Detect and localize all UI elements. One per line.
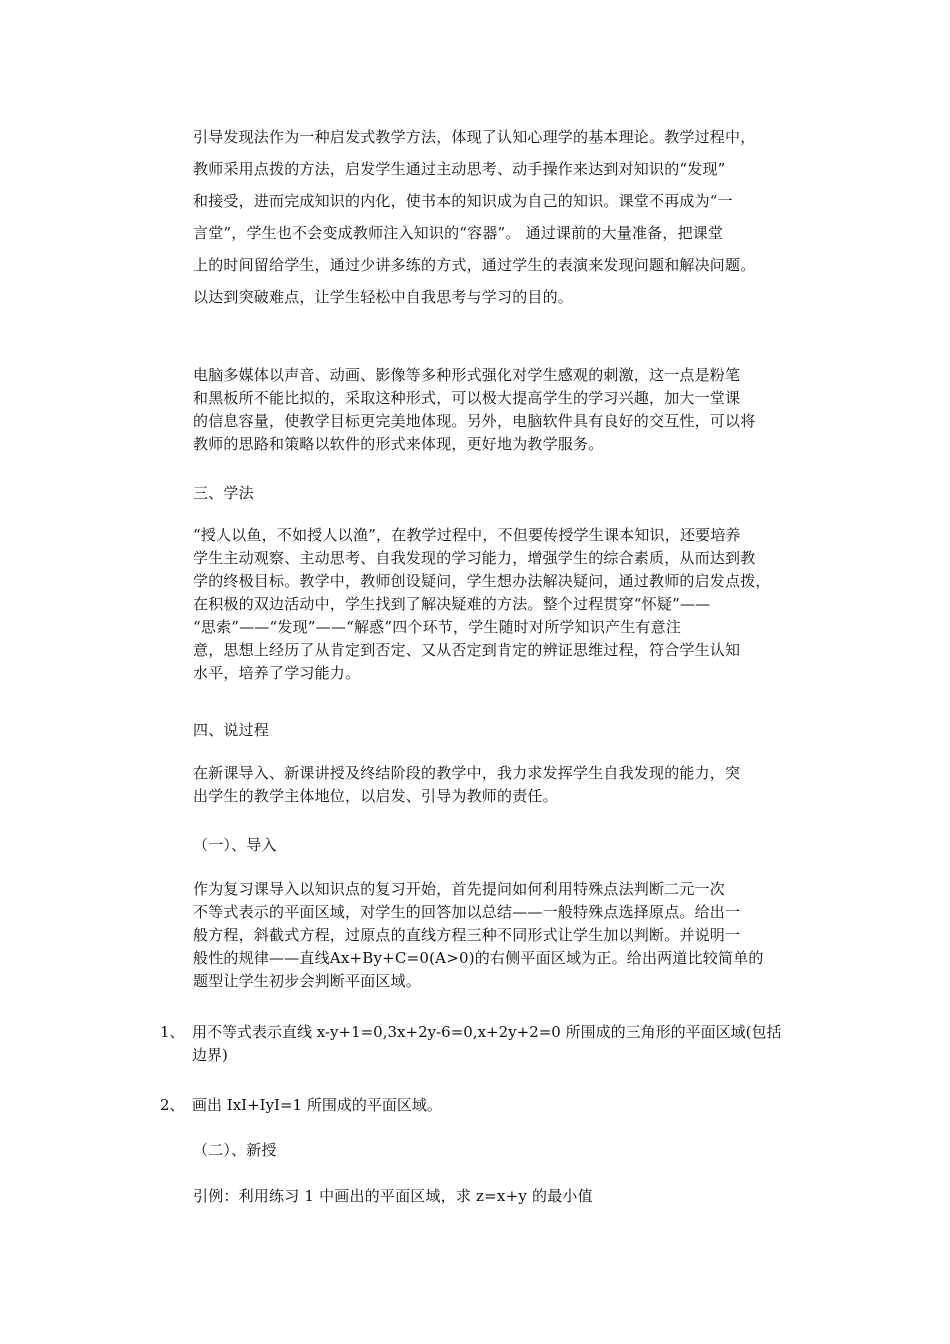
text-line: 题型让学生初步会判断平面区域。 [193,972,422,990]
text-line: 教师的思路和策略以软件的形式来体现，更好地为教学服务。 [193,435,604,453]
text-line: 般性的规律——直线Ax+By+C=0(A>0)的右侧平面区域为正。给出两道比较简单的 [193,949,764,967]
text-line: 言堂”，学生也不会变成教师注入知识的“容器”。 通过课前的大量准备，把课堂 [193,224,724,242]
list-number: 2、 [160,1096,185,1114]
text-line: 的信息容量，使教学目标更完美地体现。另外，电脑软件具有良好的交互性，可以将 [193,412,756,430]
text-line: 在积极的双边活动中，学生找到了解决疑难的方法。整个过程贯穿“怀疑”—— [193,595,711,613]
subsection-heading-new-lesson: （二）、新授 [193,1141,277,1159]
exercise-item-1 [160,1021,782,1067]
text-line: 学的终极目标。教学中，教师创设疑问，学生想办法解决疑问，通过教师的启发点拨， [193,572,771,590]
text-line: 教师采用点拨的方法，启发学生通过主动思考、动手操作来达到对知识的“发现” [193,160,726,178]
paragraph-learning-method [193,524,773,685]
text-line: 不等式表示的平面区域，对学生的回答加以总结——一般特殊点选择原点。给出一 [193,903,741,921]
list-number: 1、 [160,1023,185,1041]
paragraph-guided-discovery [193,121,773,313]
text-line: 在新课导入、新课讲授及终结阶段的教学中，我力求发挥学生自我发现的能力，突 [193,764,741,782]
exercise-item-2 [160,1094,770,1117]
text-line: 出学生的教学主体地位，以启发、引导为教师的责任。 [193,787,558,805]
section-heading-process: 四、说过程 [193,721,270,739]
list-body: 画出 IxI+IyI=1 所围成的平面区域。 [192,1096,442,1114]
text-line: 和黑板所不能比拟的，采取这种形式，可以极大提高学生的学习兴趣，加大一堂课 [193,389,741,407]
paragraph-intro-details [193,878,773,993]
paragraph-process-intro [193,762,773,808]
text-line: “思索”——“发现”——“解惑”四个环节，学生随时对所学知识产生有意注 [193,618,682,636]
list-body [192,1021,782,1067]
text-line: 引导发现法作为一种启发式教学方法，体现了认知心理学的基本理论。教学过程中， [193,128,756,146]
paragraph-multimedia [193,364,773,456]
text-line: 以达到突破难点，让学生轻松中自我思考与学习的目的。 [193,288,574,306]
text-line: 水平，培养了学习能力。 [193,664,361,682]
text-line: 用不等式表示直线 x-y+1=0,3x+2y-6=0,x+2y+2=0 所围成的三角形的平面区域(包括 [192,1023,782,1041]
text-line: 边界) [192,1046,228,1064]
text-line: 作为复习课导入以知识点的复习开始，首先提问如何利用特殊点法判断二元一次 [193,880,726,898]
text-line: 上的时间留给学生，通过少讲多练的方式，通过学生的表演来发现问题和解决问题。 [193,256,756,274]
text-line: 和接受，进而完成知识的内化，使书本的知识成为自己的知识。课堂不再成为“一 [193,192,733,210]
text-line: 般方程，斜截式方程，过原点的直线方程三种不同形式让学生加以判断。并说明一 [193,926,741,944]
text-line: 学生主动观察、主动思考、自我发现的学习能力，增强学生的综合素质，从而达到教 [193,549,756,567]
text-line: “授人以鱼，不如授人以渔”，在教学过程中，不但要传授学生课本知识，还要培养 [193,526,741,544]
section-heading-learning-method: 三、学法 [193,484,254,502]
subsection-heading-intro: （一）、导入 [193,836,277,854]
text-line: 意，思想上经历了从肯定到否定、又从否定到肯定的辨证思维过程，符合学生认知 [193,641,741,659]
text-line: 电脑多媒体以声音、动画、影像等多种形式强化对学生感观的刺激，这一点是粉笔 [193,366,741,384]
example-text: 引例：利用练习 1 中画出的平面区域，求 z=x+y 的最小值 [193,1187,593,1205]
